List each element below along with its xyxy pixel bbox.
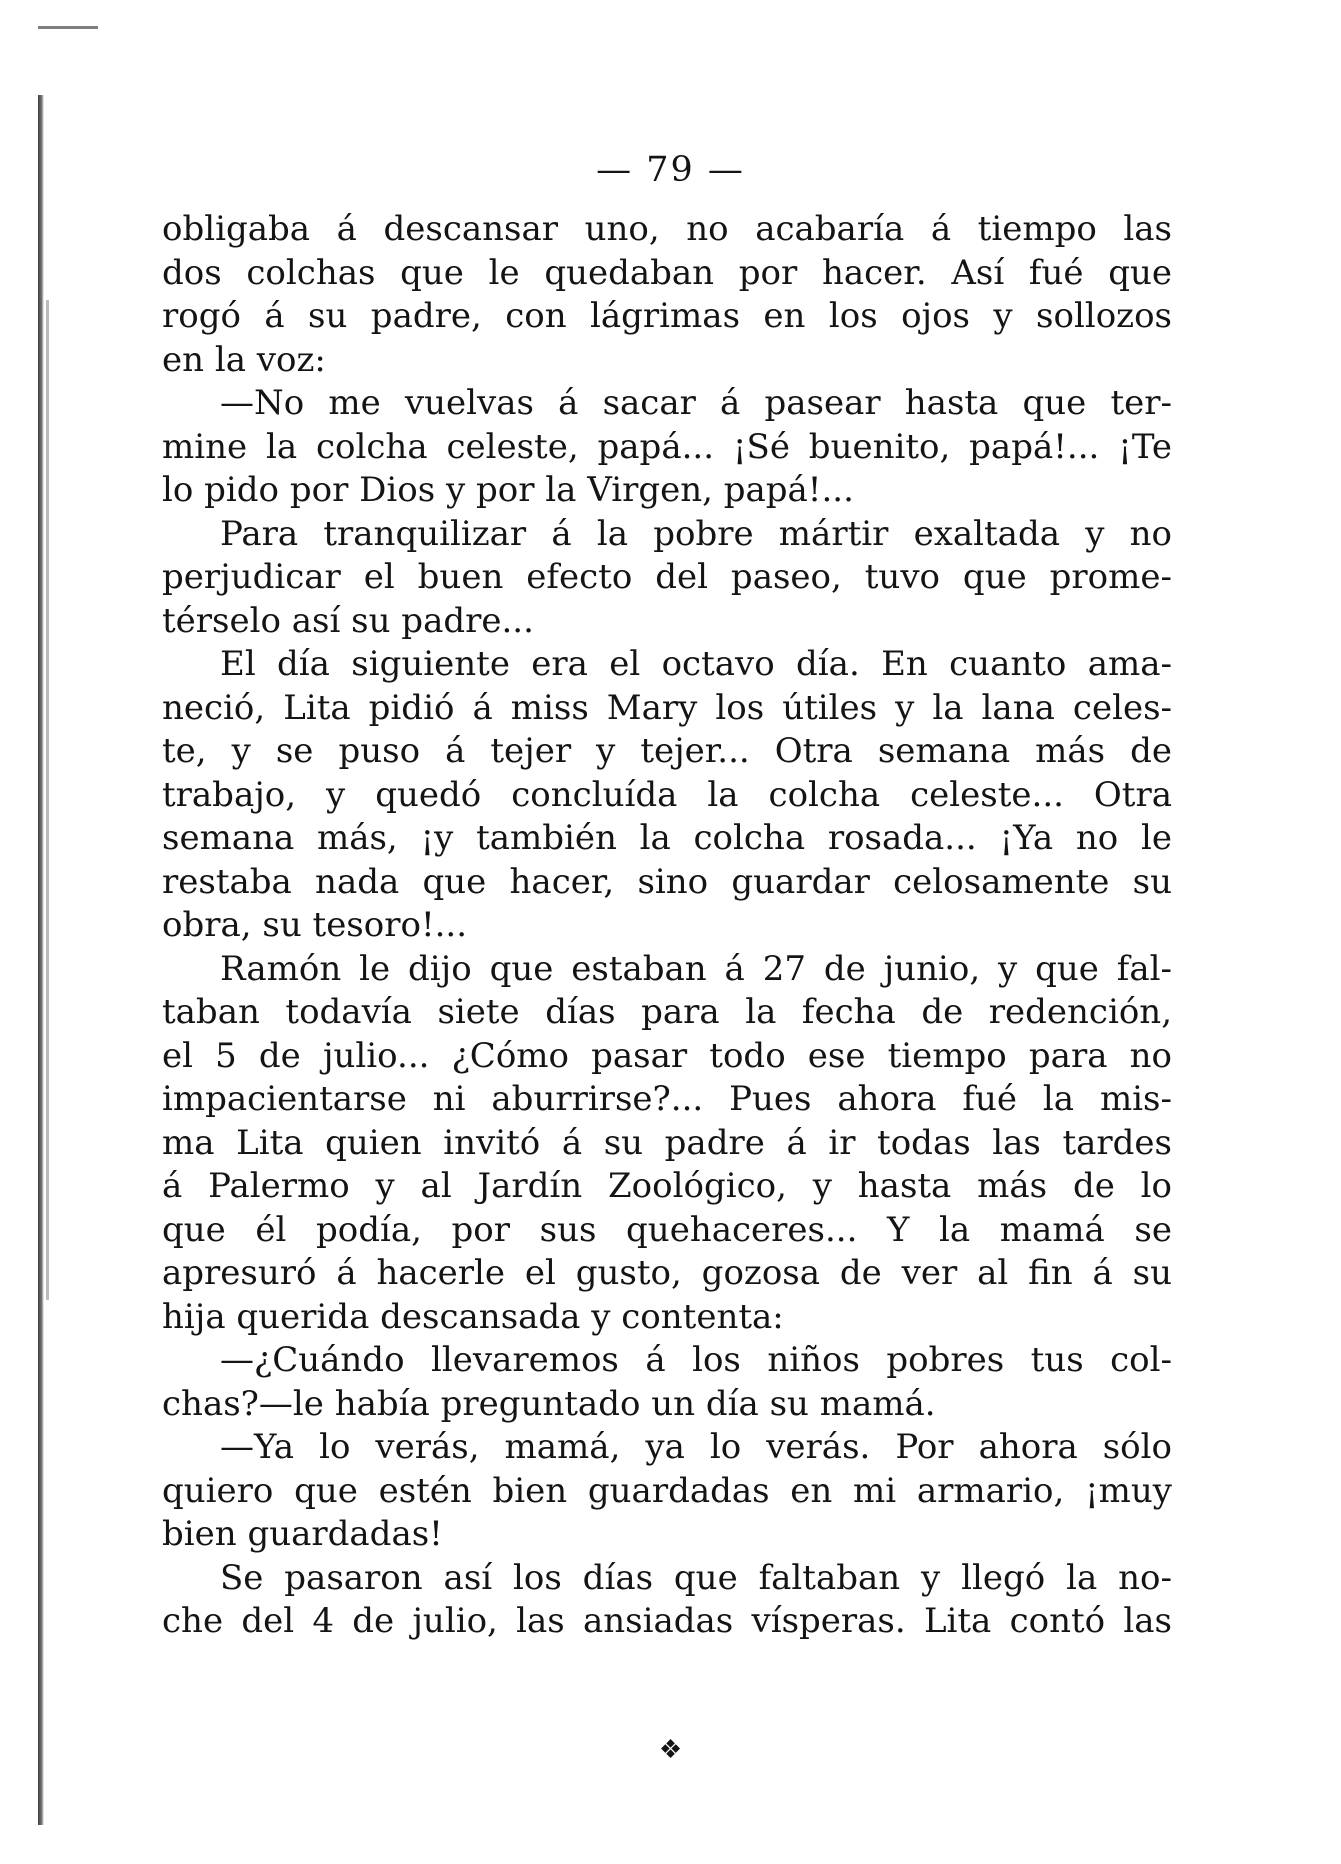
scan-mark xyxy=(38,26,98,29)
text-line: dos colchas que le quedaban por hacer. Así fué que xyxy=(162,252,1172,293)
text-line: —¿Cuándo llevaremos á los niños pobres tus col- xyxy=(220,1340,1172,1380)
text-line: obra, su tesoro!... xyxy=(162,905,468,945)
text-line: trabajo, y quedó concluída la colcha celeste... Otra xyxy=(162,774,1172,815)
text-line: Se pasaron así los días que faltaban y llegó la no- xyxy=(220,1557,1172,1598)
text-line: —No me vuelvas á sacar á pasear hasta que ter- xyxy=(220,383,1172,423)
text-line: taban todavía siete días para la fecha de redención, xyxy=(162,992,1172,1032)
text-line: el 5 de julio... ¿Cómo pasar todo ese tiempo para no xyxy=(162,1035,1172,1076)
text-line: lo pido por Dios y por la Virgen, papá!... xyxy=(162,470,854,510)
ornament-icon: ❖ xyxy=(658,1735,683,1765)
text-line: térselo así su padre... xyxy=(162,600,534,641)
page-number: — 79 — xyxy=(596,150,745,190)
text-line: ma Lita quien invitó á su padre á ir todas las tardes xyxy=(162,1122,1172,1163)
text-line: rogó á su padre, con lágrimas en los ojos y sollozos xyxy=(162,296,1172,336)
text-line: obligaba á descansar uno, no acabaría á tiempo las xyxy=(162,209,1172,249)
text-line: á Palermo y al Jardín Zoológico, y hasta más de lo xyxy=(162,1166,1172,1206)
binding-edge xyxy=(38,95,44,1825)
text-line: impacientarse ni aburrirse?... Pues ahora fué la mis- xyxy=(162,1079,1172,1119)
text-line: quiero que estén bien guardadas en mi armario, ¡muy xyxy=(162,1470,1172,1511)
text-line: El día siguiente era el octavo día. En cuanto ama- xyxy=(220,644,1172,684)
text-line: Ramón le dijo que estaban á 27 de junio, y que fal- xyxy=(220,948,1172,989)
body-text xyxy=(162,208,1172,1644)
text-line: chas?—le había preguntado un día su mamá. xyxy=(162,1383,936,1424)
text-line: semana más, ¡y también la colcha rosada... ¡Ya no le xyxy=(162,818,1172,858)
text-line: bien guardadas! xyxy=(162,1514,443,1554)
text-line: apresuró á hacerle el gusto, gozosa de ver al fin á su xyxy=(162,1253,1172,1293)
text-line: —Ya lo verás, mamá, ya lo verás. Por ahora sólo xyxy=(220,1427,1172,1467)
text-line: neció, Lita pidió á miss Mary los útiles y la lana celes- xyxy=(162,687,1172,728)
text-line: te, y se puso á tejer y tejer... Otra semana más de xyxy=(162,731,1172,771)
binding-shadow xyxy=(46,300,49,1300)
text-line: Para tranquilizar á la pobre mártir exaltada y no xyxy=(220,513,1172,554)
text-line: en la voz: xyxy=(162,339,326,380)
text-line: che del 4 de julio, las ansiadas vísperas. Lita contó las xyxy=(162,1601,1172,1641)
text-line: perjudicar el buen efecto del paseo, tuvo que prome- xyxy=(162,557,1172,597)
text-line: hija querida descansada y contenta: xyxy=(162,1296,784,1337)
text-line: restaba nada que hacer, sino guardar celosamente su xyxy=(162,861,1172,902)
text-line: que él podía, por sus quehaceres... Y la mamá se xyxy=(162,1209,1172,1250)
text-line: mine la colcha celeste, papá... ¡Sé buenito, papá!... ¡Te xyxy=(162,426,1172,467)
